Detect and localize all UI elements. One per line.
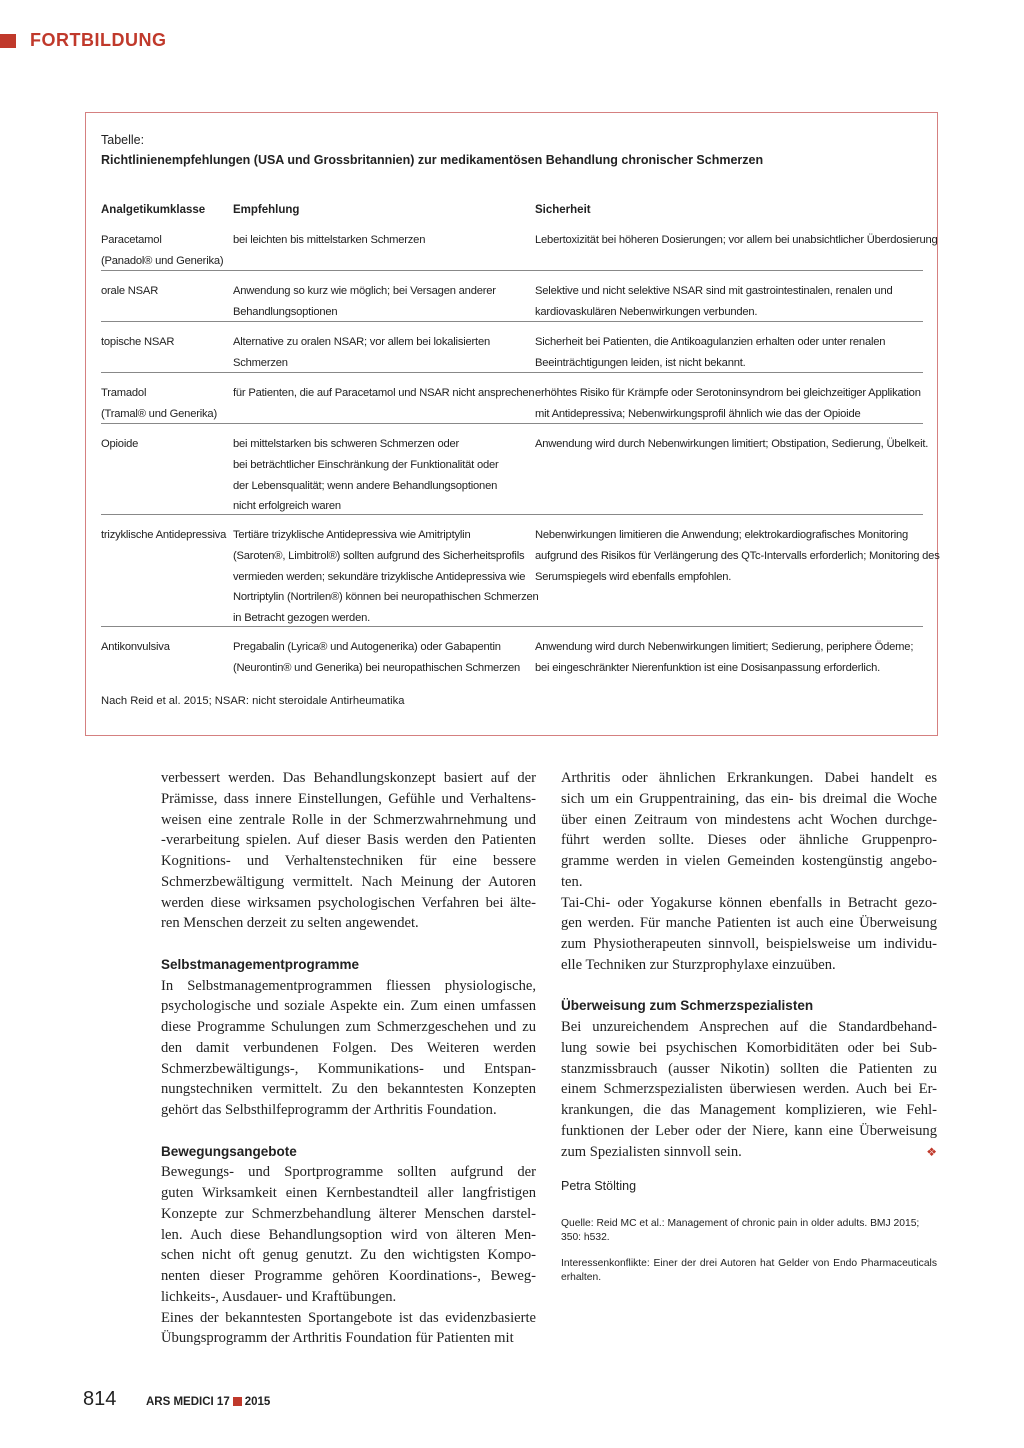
text-line: einem Schmerzspezialisten überwiesen werden. Auch bei Er- xyxy=(561,1081,937,1098)
row-divider xyxy=(101,270,923,271)
text-line: schen nicht oft genug genutzt. Zu den wichtigsten Kompo- xyxy=(161,1247,536,1264)
cell-line: Pregabalin (Lyrica® und Autogenerika) oder Gabapentin xyxy=(233,641,501,653)
cell-line: Behandlungsoptionen xyxy=(233,305,338,318)
text-line: Bewegungs- und Sportprogramme sollten aufgrund der xyxy=(161,1164,536,1181)
cell-line: in Betracht gezogen werden. xyxy=(233,612,371,625)
cell-line: aufgrund des Risikos für Verlängerung des QTc-Intervalls erforderlich; Monitoring des xyxy=(535,549,940,562)
cell-line: kardiovaskulären Nebenwirkungen verbunden. xyxy=(535,305,758,318)
cell-line: (Saroten®, Limbitrol®) sollten aufgrund des Sicherheitsprofils xyxy=(233,549,525,562)
cell-line: Nebenwirkungen limitieren die Anwendung; elektrokardiografisches Monitoring xyxy=(535,529,909,541)
text-line: weisen eine zentrale Rolle in der Schmerzwahrnehmung und xyxy=(161,811,536,828)
text-line: nenten dieser Programme gehören Koordinations-, Beweg- xyxy=(161,1268,536,1284)
text-line: Übungsprogramm der Arthritis Foundation für Patienten mit xyxy=(161,1330,514,1347)
cell-line: vermieden werden; sekundäre trizyklische Antidepressiva wie xyxy=(233,570,526,583)
text-line: stanzmissbrauch (ausser Nikotin) sollten die Patienten zu xyxy=(561,1060,937,1077)
table-box xyxy=(85,112,938,736)
text-line: ren Menschen derzeit zu selten angewendet. xyxy=(161,915,419,932)
conflict-of-interest: Interessenkonflikte: Einer der drei Autoren hat Gelder von Endo Pharmaceuticals erhalten. xyxy=(561,1258,937,1283)
cell-line: trizyklische Antidepressiva xyxy=(101,529,227,541)
cell-line: Sicherheit bei Patienten, die Antikoagulanzien erhalten oder unter renalen xyxy=(535,336,886,348)
text-line: führt werden sollte. Dieses oder ähnliche Gruppenpro- xyxy=(561,832,937,849)
cell-line: für Patienten, die auf Paracetamol und NSAR nicht ansprechen xyxy=(233,387,535,399)
cell-class xyxy=(101,332,229,353)
cell-safety xyxy=(535,230,938,251)
tai-chi-paragraph xyxy=(561,893,937,976)
source-reference: Quelle: Reid MC et al.: Management of chronic pain in older adults. BMJ 2015; 350: h532. xyxy=(561,1218,920,1243)
cell-line: bei mittelstarken bis schweren Schmerzen oder xyxy=(233,438,460,450)
text-line: lichkeits-, Ausdauer- und Kraftübungen. xyxy=(161,1288,397,1305)
self-management-paragraph xyxy=(161,976,536,1121)
text-line: gehört das Selbsthilfeprogramm der Arthritis Foundation. xyxy=(161,1102,497,1118)
cell-line: Paracetamol xyxy=(101,234,162,246)
section-marker xyxy=(0,34,16,48)
cell-recommendation xyxy=(233,525,539,629)
cell-line: orale NSAR xyxy=(101,285,159,297)
row-divider xyxy=(101,626,923,627)
cell-line: bei leichten bis mittelstarken Schmerzen xyxy=(233,234,426,246)
cell-safety xyxy=(535,332,927,374)
cell-line: Alternative zu oralen NSAR; vor allem bei lokalisierten xyxy=(233,336,490,348)
table-label: Tabelle: xyxy=(101,133,145,147)
cell-line: Anwendung wird durch Nebenwirkungen limitiert; Obstipation, Sedierung, Übelkeit. xyxy=(535,438,929,450)
text-line: len. Auch diese Behandlungsoption wird von älteren Men- xyxy=(161,1226,536,1243)
text-line: In Selbstmanagementprogrammen fliessen physiologische, xyxy=(161,977,536,994)
cell-line: nicht erfolgreich waren xyxy=(233,500,341,513)
heading-self-management: Selbstmanagementprogramme xyxy=(161,956,360,972)
cell-line: Tertiäre trizyklische Antidepressiva wie Amitriptylin xyxy=(233,529,471,541)
table-header-class: Analgetikumklasse xyxy=(101,204,206,216)
cell-line: topische NSAR xyxy=(101,336,175,348)
cell-class xyxy=(101,383,229,425)
journal-year: 2015 xyxy=(244,1396,271,1408)
cell-line: Nortriptylin (Nortrilen®) können bei neuropathischen Schmerzen xyxy=(233,591,539,604)
table-title: Richtlinienempfehlungen (USA und Grossbritannien) zur medikamentösen Behandlung chronischer Schmerzen xyxy=(101,153,764,167)
text-line: psychologische und soziale Aspekte ein. Zum einen umfassen xyxy=(161,998,536,1015)
text-line: Tai-Chi- oder Yogakurse können ebenfalls in Betracht gezo- xyxy=(561,894,937,911)
cell-line: Serumspiegels wird ebenfalls empfohlen. xyxy=(535,570,732,583)
text-line: verbessert werden. Das Behandlungskonzept basiert auf der xyxy=(161,770,536,786)
journal-name: ARS MEDICI 17 xyxy=(146,1396,230,1408)
cell-recommendation xyxy=(233,230,529,251)
text-line: Eines der bekanntesten Sportangebote ist das evidenzbasierte xyxy=(161,1309,536,1326)
text-line: lung sowie bei psychischen Komorbiditäten oder bei Sub- xyxy=(561,1039,937,1056)
cell-safety xyxy=(535,525,940,587)
cell-line: bei eingeschränkter Nierenfunktion ist eine Dosisanpassung erforderlich. xyxy=(535,661,881,674)
right-column xyxy=(561,768,937,1285)
left-column xyxy=(161,768,536,1349)
cell-line: (Tramal® und Generika) xyxy=(101,407,217,420)
cell-class xyxy=(101,281,229,302)
cell-line: (Panadol® und Generika) xyxy=(101,254,224,267)
cell-safety xyxy=(535,281,927,323)
cell-safety xyxy=(535,434,927,455)
article-end-mark: ❖ xyxy=(926,1144,937,1159)
cell-recommendation xyxy=(233,637,529,679)
cell-safety xyxy=(535,637,927,679)
exercise-paragraph xyxy=(161,1162,536,1307)
footer-square-marker xyxy=(233,1397,242,1406)
cell-recommendation xyxy=(233,281,529,323)
text-line: zum Spezialisten sinnvoll sein. xyxy=(561,1143,742,1160)
cell-line: Beeinträchtigungen leiden, ist nicht bekannt. xyxy=(535,356,746,369)
journal-footer xyxy=(146,1396,270,1408)
text-line: elle Techniken zur Sturzprophylaxe einzuüben. xyxy=(561,956,836,973)
text-line: sich um ein Gruppentraining, das ein- bis dreimal die Woche xyxy=(561,790,937,807)
text-line: Arthritis oder ähnlichen Erkrankungen. Dabei handelt es xyxy=(561,770,937,786)
row-divider xyxy=(101,321,923,322)
heading-exercise: Bewegungsangebote xyxy=(161,1143,297,1159)
cell-class xyxy=(101,434,229,455)
text-line: werden diese wirksamen psychologischen Verfahren bei älte- xyxy=(161,894,536,911)
text-line: über einen Zeitraum von mindestens acht Wochen durchge- xyxy=(561,811,937,828)
text-line: Schmerzbewältigungs-, Kommunikations- und Entspan- xyxy=(161,1060,536,1077)
heading-referral: Überweisung zum Schmerzspezialisten xyxy=(561,998,814,1014)
text-line: guten Wirksamkeit einen Kernbestandteil aller langfristigen xyxy=(161,1185,536,1201)
text-line: Kognitions- und Verhaltenstechniken für eine bessere xyxy=(161,853,536,869)
text-line: funktionen der Leber oder der Niere, kann eine Überweisung xyxy=(561,1122,937,1139)
text-line: ten. xyxy=(561,873,583,890)
text-line: Schmerzbewältigung vermittelt. Nach Meinung der Autoren xyxy=(161,873,536,890)
cell-line: Antikonvulsiva xyxy=(101,641,170,653)
cell-line: (Neurontin® und Generika) bei neuropathischen Schmerzen xyxy=(233,661,521,674)
cell-recommendation xyxy=(233,383,535,404)
cell-safety xyxy=(535,383,927,425)
cell-class xyxy=(101,525,229,546)
cell-line: Selektive und nicht selektive NSAR sind mit gastrointestinalen, renalen und xyxy=(535,285,893,297)
arthritis-paragraph xyxy=(561,768,937,893)
cell-line: Anwendung wird durch Nebenwirkungen limitiert; Sedierung, periphere Ödeme; xyxy=(535,641,914,653)
cell-line: Anwendung so kurz wie möglich; bei Versagen anderer xyxy=(233,285,496,297)
cell-line: Tramadol xyxy=(101,387,147,399)
row-divider xyxy=(101,514,923,515)
cell-line: Opioide xyxy=(101,438,139,450)
text-line: gramme werden in vielen Gemeinden kostengünstig angebo- xyxy=(561,853,937,869)
text-line: Bei unzureichendem Ansprechen auf die Standardbehand- xyxy=(561,1019,937,1035)
text-line: diese Programme Schulungen zum Schmerzgeschehen und zu xyxy=(161,1019,536,1035)
row-divider xyxy=(101,372,923,373)
cell-line: bei beträchtlicher Einschränkung der Funktionalität oder xyxy=(233,458,499,471)
page-number: 814 xyxy=(83,1388,117,1410)
text-line: den damit verbundenen Folgen. Des Weiteren werden xyxy=(161,1039,536,1056)
intro-paragraph xyxy=(161,768,536,934)
text-line: Konzepte zur Schmerzbehandlung älterer Menschen darstel- xyxy=(161,1205,536,1222)
exercise-paragraph-2 xyxy=(161,1308,536,1350)
cell-class xyxy=(101,637,229,658)
table-header-safety: Sicherheit xyxy=(535,204,591,216)
text-line: gen werden. Für manche Patienten ist auch eine Überweisung xyxy=(561,915,937,932)
author-name: Petra Stölting xyxy=(561,1179,637,1194)
section-title: FORTBILDUNG xyxy=(30,30,167,50)
cell-line: erhöhtes Risiko für Krämpfe oder Serotoninsyndrom bei gleichzeitiger Applikation xyxy=(535,387,921,399)
referral-paragraph xyxy=(561,1017,937,1162)
text-line: Prämisse, dass innere Einstellungen, Gefühle und Verhaltens- xyxy=(161,790,536,807)
row-divider xyxy=(101,423,923,424)
text-line: nungstechniken vermittelt. Zu den bekanntesten Konzepten xyxy=(161,1081,536,1098)
cell-recommendation xyxy=(233,332,529,374)
text-line: zum Physiotherapeuten sinnvoll, beispielsweise um individu- xyxy=(561,936,937,952)
table-header-recommendation: Empfehlung xyxy=(233,204,300,216)
cell-line: Schmerzen xyxy=(233,356,288,369)
text-line: -verarbeitung spielen. Auf dieser Basis werden den Patienten xyxy=(161,832,536,849)
cell-class xyxy=(101,230,229,272)
table-footnote: Nach Reid et al. 2015; NSAR: nicht steroidale Antirheumatika xyxy=(101,695,405,707)
cell-line: mit Antidepressiva; Nebenwirkungsprofil ähnlich wie das der Opioide xyxy=(535,407,861,420)
cell-recommendation xyxy=(233,434,529,517)
cell-line: der Lebensqualität; wenn andere Behandlungsoptionen xyxy=(233,479,498,492)
cell-line: Lebertoxizität bei höheren Dosierungen; vor allem bei unabsichtlicher Überdosierung xyxy=(535,234,938,246)
text-line: krankungen, die das Management komplizieren, wie Fehl- xyxy=(561,1102,937,1118)
